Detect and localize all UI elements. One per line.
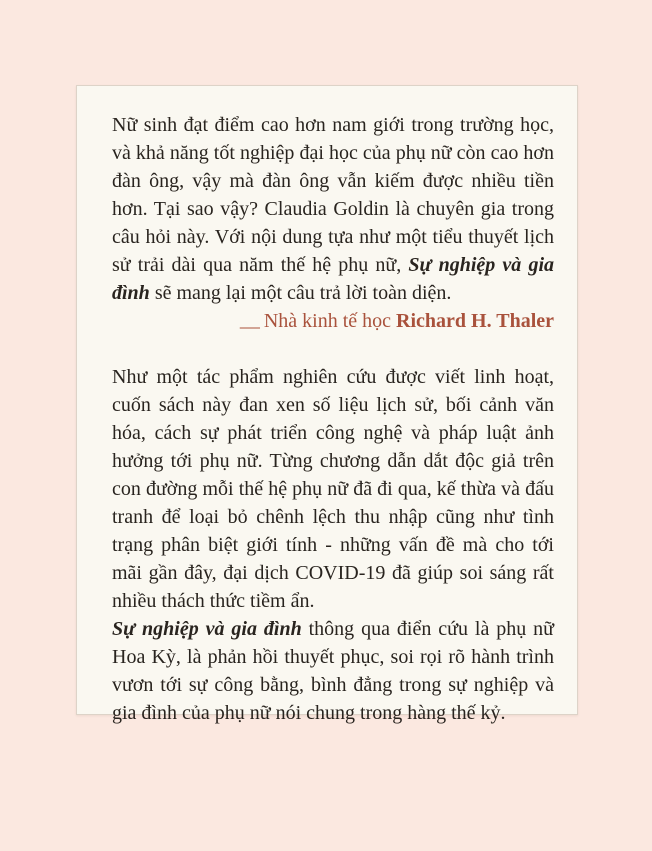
book-description-paragraph [112, 363, 554, 615]
summary-text: thông qua điển cứu là phụ nữ Hoa Kỳ, là phản hồi thuyết phục, soi rọi rõ hành trình vươn tới sự công bằng, bình đẳng trong sự nghiệp và gia đình của phụ nữ nói chung trong hàng thế kỷ. [112, 618, 554, 724]
attribution-dash: — [239, 315, 260, 338]
attribution-role: Nhà kinh tế học [263, 310, 397, 332]
review-quote-thaler [112, 111, 554, 307]
attribution-name: Richard H. Thaler [396, 310, 554, 332]
review-attribution [112, 307, 554, 338]
description-text: Như một tác phẩm nghiên cứu được viết linh hoạt, cuốn sách này đan xen số liệu lịch sử, bối cảnh văn hóa, cách sự phát triển công nghệ và pháp luật ảnh hưởng tới phụ nữ. Từng chương dẫn dắt độc giả trên con đường mỗi thế hệ phụ nữ đã đi qua, kế thừa và đấu tranh để loại bỏ chênh lệch thu nhập cũng như tình trạng phân biệt giới tính - những vấn đề mà cho tới mãi gần đây, đại dịch COVID-19 đã giúp soi sáng rất nhiều thách thức tiềm ẩn. [112, 366, 554, 612]
book-summary-paragraph [112, 615, 554, 727]
book-title-lead: Sự nghiệp và gia đình [112, 618, 302, 640]
book-title-inline: Sự nghiệp và gia đình [112, 254, 554, 304]
book-page-card [76, 85, 578, 724]
review-text-before-title: Nữ sinh đạt điểm cao hơn nam giới trong trường học, và khả năng tốt nghiệp đại học của phụ nữ còn cao hơn đàn ông, vậy mà đàn ông vẫn kiếm được nhiều tiền hơn. Tại sao vậy? Claudia Goldin là chuyên gia trong câu hỏi này. Với nội dung tựa như một tiểu thuyết lịch sử trải dài qua năm thế hệ phụ nữ, [112, 114, 554, 276]
review-text-after-title: sẽ mang lại một câu trả lời toàn diện. [149, 282, 452, 304]
